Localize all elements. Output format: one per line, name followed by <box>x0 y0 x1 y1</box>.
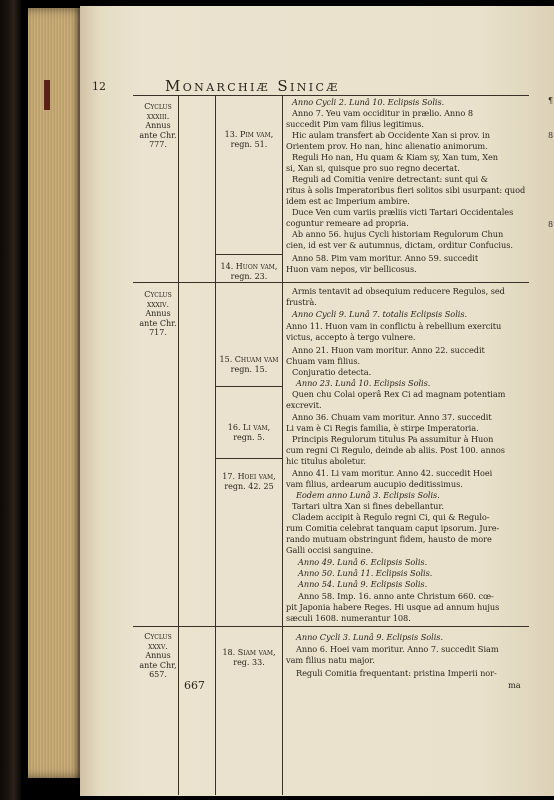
cycle-label: Cyclus xxxiii. Annus ante Chr. 777. <box>139 102 177 149</box>
text-line: cum regni Ci Regulo, deinde ab aliis. Post 100. annos <box>286 445 505 455</box>
text-line: Chuam vam filius. <box>286 356 361 366</box>
text-line: Anno 36. Chuam vam moritur. Anno 37. succedit <box>292 412 492 422</box>
section-rule <box>133 282 529 283</box>
text-line: rando mutuam obstringunt fidem, hausto de more <box>286 534 492 544</box>
text-line: Anno 41. Li vam moritur. Anno 42. succedit Hoei <box>292 468 493 478</box>
text-line: Reguli Ho nan, Hu quam & Kiam sy, Xan tum, Xen <box>292 152 499 162</box>
text-line: Anno Cycli 9. Lunâ 7. totalis Eclipsis Solis. <box>292 309 468 319</box>
text-line: Hic aulam transfert ab Occidente Xan si prov. in <box>292 130 490 140</box>
text-line: Li vam è Ci Regis familia, è stirpe Imperatoria. <box>286 423 479 433</box>
section-rule <box>133 626 529 627</box>
text-line: excrevit. <box>286 400 322 410</box>
text-line: Anno 49. Lunâ 6. Eclipsis Solis. <box>298 557 428 567</box>
king-rule <box>215 254 282 255</box>
text-line: Anno 58. Pim vam moritur. Anno 59. succedit <box>292 253 479 263</box>
text-line: Quen chu Colai operâ Rex Ci ad magnam potentiam <box>292 389 506 399</box>
text-line: Cladem accipit à Regulo regni Ci, qui & Regulo- <box>292 512 490 522</box>
text-line: hic titulus aboletur. <box>286 456 366 466</box>
king-label: 14. Huon vam, regn. 23. <box>220 262 278 281</box>
margin-mark: ¶ <box>548 96 554 105</box>
text-line: Reguli ad Comitia venire detrectant: sunt qui & <box>292 174 488 184</box>
text-line: Conjuratio detecta. <box>292 367 372 377</box>
king-label: 17. Hoei vam, regn. 42. 25 <box>222 472 276 491</box>
king-rule <box>215 386 282 387</box>
king-label: 18. Siam vam, reg. 33. <box>222 648 276 667</box>
text-line: succedit Pim vam filius legitimus. <box>286 119 424 129</box>
text-line: frustrà. <box>286 297 317 307</box>
king-rule <box>215 458 282 459</box>
cycle-label: Cyclus xxxv. Annus ante Chr, 657. <box>139 632 177 679</box>
text-line: Duce Ven cum variis præliis victi Tartari Occidentales <box>292 207 514 217</box>
text-line: vam filius natu major. <box>286 655 375 665</box>
text-line: Anno Cycli 2. Lunâ 10. Eclipsis Solis. <box>292 97 445 107</box>
column-rule <box>215 95 216 795</box>
text-line: Anno Cycli 3. Lunâ 9. Eclipsis Solis. <box>296 632 443 642</box>
header-rule <box>133 95 529 96</box>
text-line: victus, accepto à tergo vulnere. <box>286 332 416 342</box>
text-line: Tartari ultra Xan si fines debellantur. <box>292 501 444 511</box>
text-line: Anno 6. Hoei vam moritur. Anno 7. succedit Siam <box>296 644 499 654</box>
text-line: Anno 50. Lunâ 11. Eclipsis Solis. <box>298 568 433 578</box>
king-label: 15. Chuam vam regn. 15. <box>219 355 279 374</box>
text-line: Principis Regulorum titulus Pa assumitur à Huon <box>292 434 494 444</box>
signature-mark: 667 <box>184 679 205 692</box>
text-line: sæculi 1608. numerantur 108. <box>286 613 411 623</box>
king-label: 13. Pim vam, regn. 51. <box>224 130 274 149</box>
cycle-label: Cyclus xxxiv. Annus ante Chr. 717. <box>139 290 177 337</box>
text-line: Anno 21. Huon vam moritur. Anno 22. succedit <box>292 345 485 355</box>
text-line: Anno 54. Lunâ 9. Eclipsis Solis. <box>298 579 428 589</box>
text-line: Armis tentavit ad obsequium reducere Regulos, sed <box>292 286 505 296</box>
text-line: cien, id est ver & autumnus, dictam, orditur Confucius. <box>286 240 513 250</box>
margin-mark: 8 <box>548 220 554 229</box>
text-line: idem est ac Imperium ambire. <box>286 196 410 206</box>
page-number: 12 <box>92 80 106 93</box>
ribbon-tab <box>44 80 50 110</box>
text-line: rum Comitia celebrat tanquam caput ipsorum. Jure- <box>286 523 500 533</box>
running-header: Monarchiæ Sinicæ <box>165 77 340 95</box>
king-label: 16. Li vam, regn. 5. <box>227 423 271 442</box>
text-line: Ab anno 56. hujus Cycli historiam Regulorum Chun <box>292 229 504 239</box>
text-line: Huon vam nepos, vir bellicosus. <box>286 264 417 274</box>
text-line: ritus à solis Imperatoribus fieri solitos sibi usurpant: quod <box>286 185 526 195</box>
book-page-edges <box>28 8 88 778</box>
text-line: coguntur remeare ad propria. <box>286 218 409 228</box>
margin-mark: 8 <box>548 131 554 140</box>
text-line: Anno 58. Imp. 16. anno ante Christum 660. cœ- <box>298 591 494 601</box>
text-line: Reguli Comitia frequentant: pristina Imperii nor- <box>296 668 497 678</box>
text-line: Anno 11. Huon vam in conflictu à rebellium exercitu <box>286 321 502 331</box>
text-line: Anno 7. Yeu vam occiditur in prælio. Anno 8 <box>292 108 473 118</box>
text-line: Orientem prov. Ho nan, hinc alienatio animorum. <box>286 141 488 151</box>
text-line: pit Japonia habere Reges. Hi usque ad annum hujus <box>286 602 500 612</box>
text-line: si, Xan si, quisque pro suo regno decertat. <box>286 163 460 173</box>
text-line: vam filius, ardearum aucupio deditissimus. <box>286 479 463 489</box>
text-line: ma <box>508 680 521 690</box>
text-line: Galli occisi sanguine. <box>286 545 374 555</box>
text-line: Eodem anno Lunâ 3. Eclipsis Solis. <box>296 490 440 500</box>
text-line: Anno 23. Lunâ 10. Eclipsis Solis. <box>296 378 431 388</box>
column-rule <box>282 95 283 795</box>
column-rule <box>178 95 179 795</box>
